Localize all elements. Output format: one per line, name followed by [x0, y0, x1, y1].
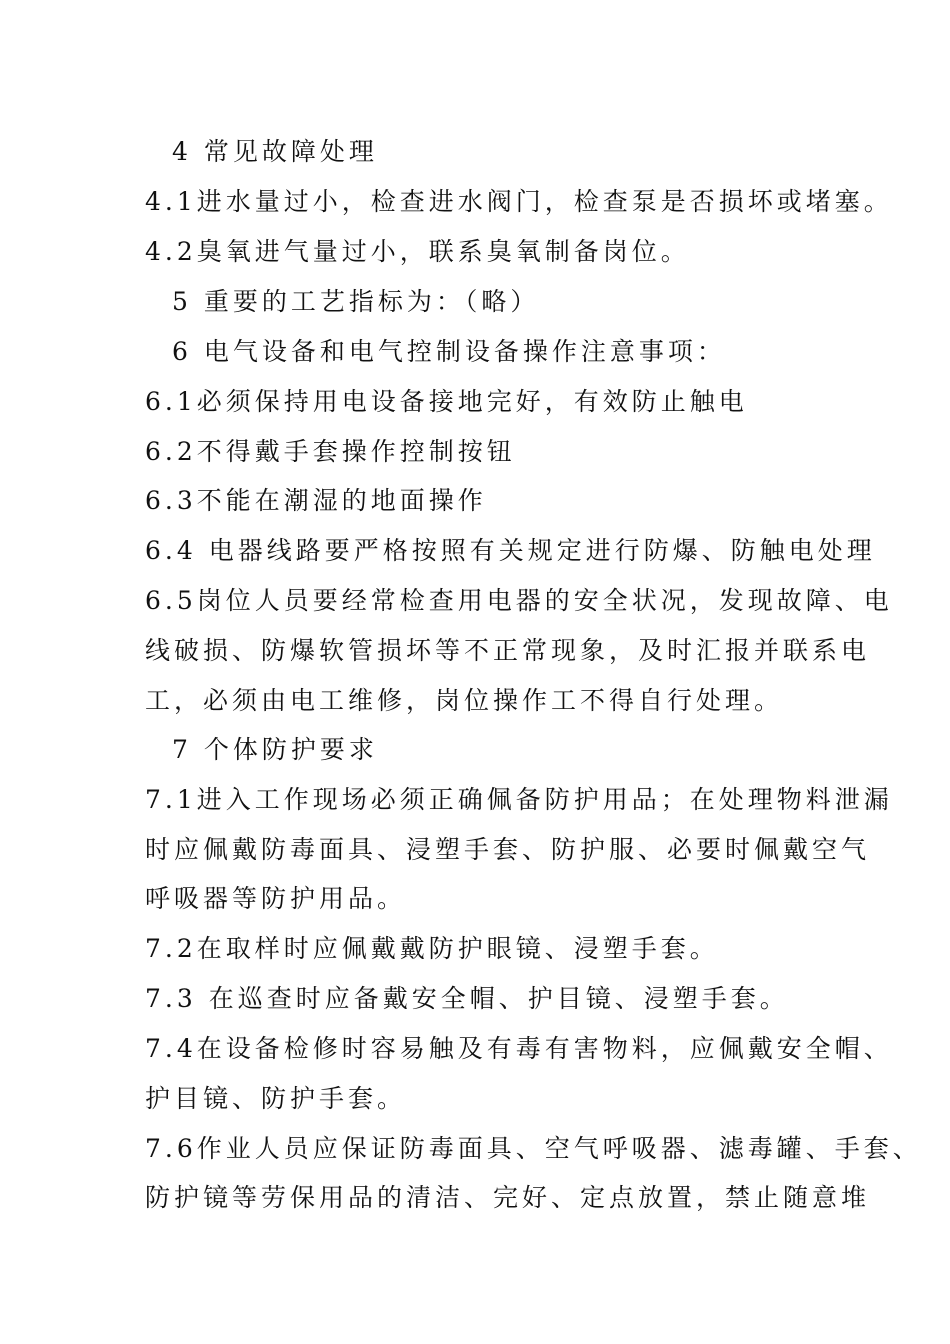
paragraph-7-2: 7.2在取样时应佩戴戴防护眼镜、浸塑手套。 [145, 934, 719, 963]
paragraph-7-1-line-2: 时应佩戴防毒面具、浸塑手套、防护服、必要时佩戴空气 [145, 835, 871, 864]
paragraph-6-5-line-3: 工，必须由电工维修，岗位操作工不得自行处理。 [145, 686, 784, 715]
paragraph-6-1: 6.1必须保持用电设备接地完好，有效防止触电 [145, 387, 748, 416]
paragraph-6-5-line-1: 6.5岗位人员要经常检查用电器的安全状况，发现故障、电 [145, 586, 893, 615]
paragraph-6-2: 6.2不得戴手套操作控制按钮 [145, 437, 516, 466]
section-heading-4: 4 常见故障处理 [172, 137, 378, 166]
paragraph-7-1-line-3: 呼吸器等防护用品。 [145, 884, 407, 913]
section-heading-6: 6 电气设备和电气控制设备操作注意事项： [172, 337, 726, 366]
paragraph-7-1-line-1: 7.1进入工作现场必须正确佩备防护用品；在处理物料泄漏 [145, 785, 893, 814]
paragraph-7-3: 7.3 在巡查时应备戴安全帽、护目镜、浸塑手套。 [145, 984, 789, 1013]
paragraph-6-5-line-2: 线破损、防爆软管损坏等不正常现象，及时汇报并联系电 [145, 636, 871, 665]
section-heading-5: 5 重要的工艺指标为：（略） [172, 287, 540, 316]
paragraph-6-4: 6.4 电器线路要严格按照有关规定进行防爆、防触电处理 [145, 536, 876, 565]
paragraph-4-2: 4.2臭氧进气量过小，联系臭氧制备岗位。 [145, 237, 690, 266]
paragraph-4-1: 4.1进水量过小，检查进水阀门，检查泵是否损坏或堵塞。 [145, 187, 893, 216]
paragraph-7-6-line-2: 防护镜等劳保用品的清洁、完好、定点放置，禁止随意堆 [145, 1183, 871, 1212]
paragraph-7-4-line-1: 7.4在设备检修时容易触及有毒有害物料，应佩戴安全帽、 [145, 1034, 893, 1063]
section-heading-7: 7 个体防护要求 [172, 735, 378, 764]
paragraph-7-6-line-1: 7.6作业人员应保证防毒面具、空气呼吸器、滤毒罐、手套、 [145, 1134, 922, 1163]
paragraph-7-4-line-2: 护目镜、防护手套。 [145, 1084, 407, 1113]
paragraph-6-3: 6.3不能在潮湿的地面操作 [145, 486, 487, 515]
